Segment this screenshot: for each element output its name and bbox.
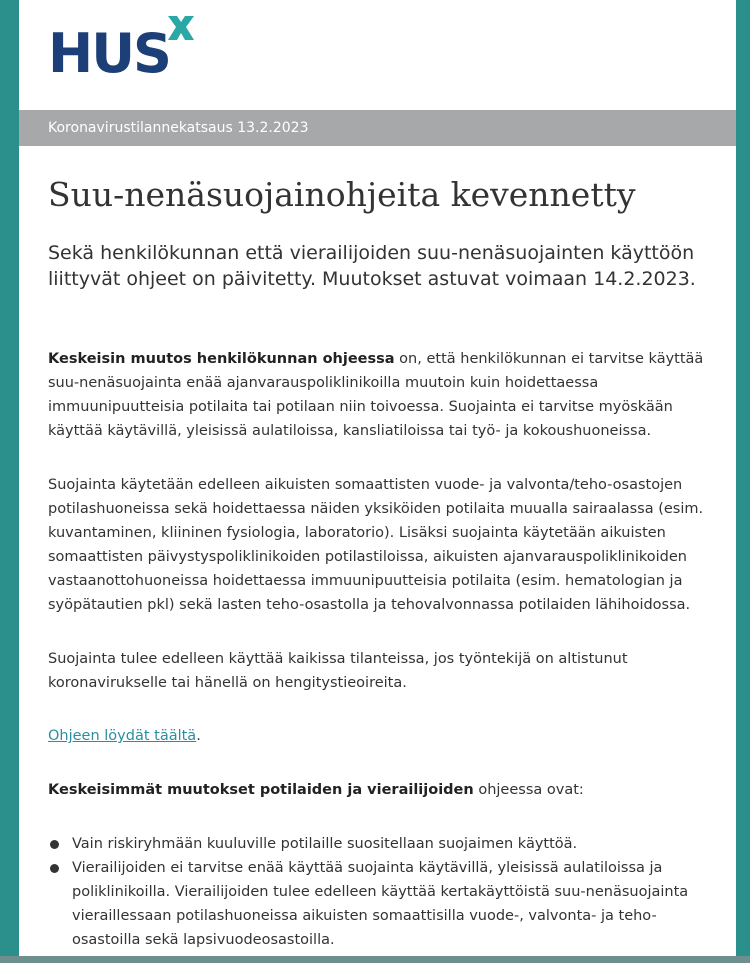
paragraph-exposure: Suojainta tulee edelleen käyttää kaikissa tilanteissa, jos työntekijä on altistunut koronavirukselle tai hänellä on hengitystieoireita.: [48, 651, 628, 691]
list-item: [48, 856, 708, 952]
hus-logo[interactable]: [48, 14, 198, 85]
article-title: Suu-nenäsuojainohjeita kevennetty: [48, 175, 636, 214]
cross-icon: [164, 12, 198, 44]
paragraph-mask-usage: Suojainta käytetään edelleen aikuisten somaattisten vuode- ja valvonta/teho-osastojen potilashuoneissa sekä hoidettaessa näiden yksiköiden potilaita muualla sairaalassa (esim. kuvantaminen, kliininen fysiologia, laboratorio). Lisäksi suojainta käytetään aikuisten somaattisten päivystyspoliklinikoiden potilastiloissa, aikuisten ajanvarauspoliklinikoiden vastaanottohuoneissa hoidettaessa immuunipuutteisia potilaita (esim. hematologian ja syöpätautien pkl) sekä lasten teho-osastolla ja tehovalvonnassa potilaiden lähihoidossa.: [48, 477, 704, 613]
list-item-text: Vain riskiryhmään kuuluville potilaille suositellaan suojaimen käyttöä.: [72, 836, 578, 852]
paragraph-link-line: [48, 724, 708, 748]
paragraph-visitor-changes: [48, 778, 708, 802]
email-page: [19, 0, 736, 963]
link-trailing-text: .: [196, 728, 201, 744]
paragraph-bold-lead: Keskeisin muutos henkilökunnan ohjeessa: [48, 351, 395, 367]
paragraph-staff-changes: [48, 347, 708, 443]
visitor-changes-list: [48, 832, 708, 952]
list-item: [48, 832, 708, 856]
bullet-icon: [50, 840, 59, 849]
paragraph-text: on, että henkilökunnan ei tarvitse käyttää suu-nenäsuojainta enää ajanvarauspoliklinikoilla muutoin kuin hoidettaessa immuunipuutteisia potilaita tai potilaan niin toivoessa. Suojainta ei tarvitse myöskään käyttää käytävillä, yleisissä aulatiloissa, kansliatiloissa tai työ- ja kokoushuoneissa.: [48, 351, 704, 439]
bottom-border: [0, 956, 750, 963]
list-item-text: Vierailijoiden ei tarvitse enää käyttää suojainta käytävillä, yleisissä aulatiloissa ja poliklinikoilla. Vierailijoiden tulee edelleen käyttää kertakäyttöistä suu-nenäsuojainta vieraillessaan potilashuoneissa aikuisten somaattisilla vuode-, valvonta- ja teho-osastoilla sekä lapsivuodeosastoilla.: [72, 860, 689, 948]
logo-wordmark: HUS: [48, 22, 170, 85]
newsletter-subtitle: Koronavirustilannekatsaus 13.2.2023: [48, 120, 309, 136]
instructions-link[interactable]: Ohjeen löydät täältä: [48, 728, 197, 744]
article-lead: Sekä henkilökunnan että vierailijoiden suu-nenäsuojainten käyttöön liittyvät ohjeet on päivitetty. Muutokset astuvat voimaan 14.2.2023.: [48, 242, 696, 290]
bullet-icon: [50, 864, 59, 873]
paragraph-text: ohjeessa ovat:: [473, 782, 584, 798]
paragraph-bold-lead: Keskeisimmät muutokset potilaiden ja vierailijoiden: [48, 782, 474, 798]
newsletter-header-bar: [19, 110, 736, 146]
